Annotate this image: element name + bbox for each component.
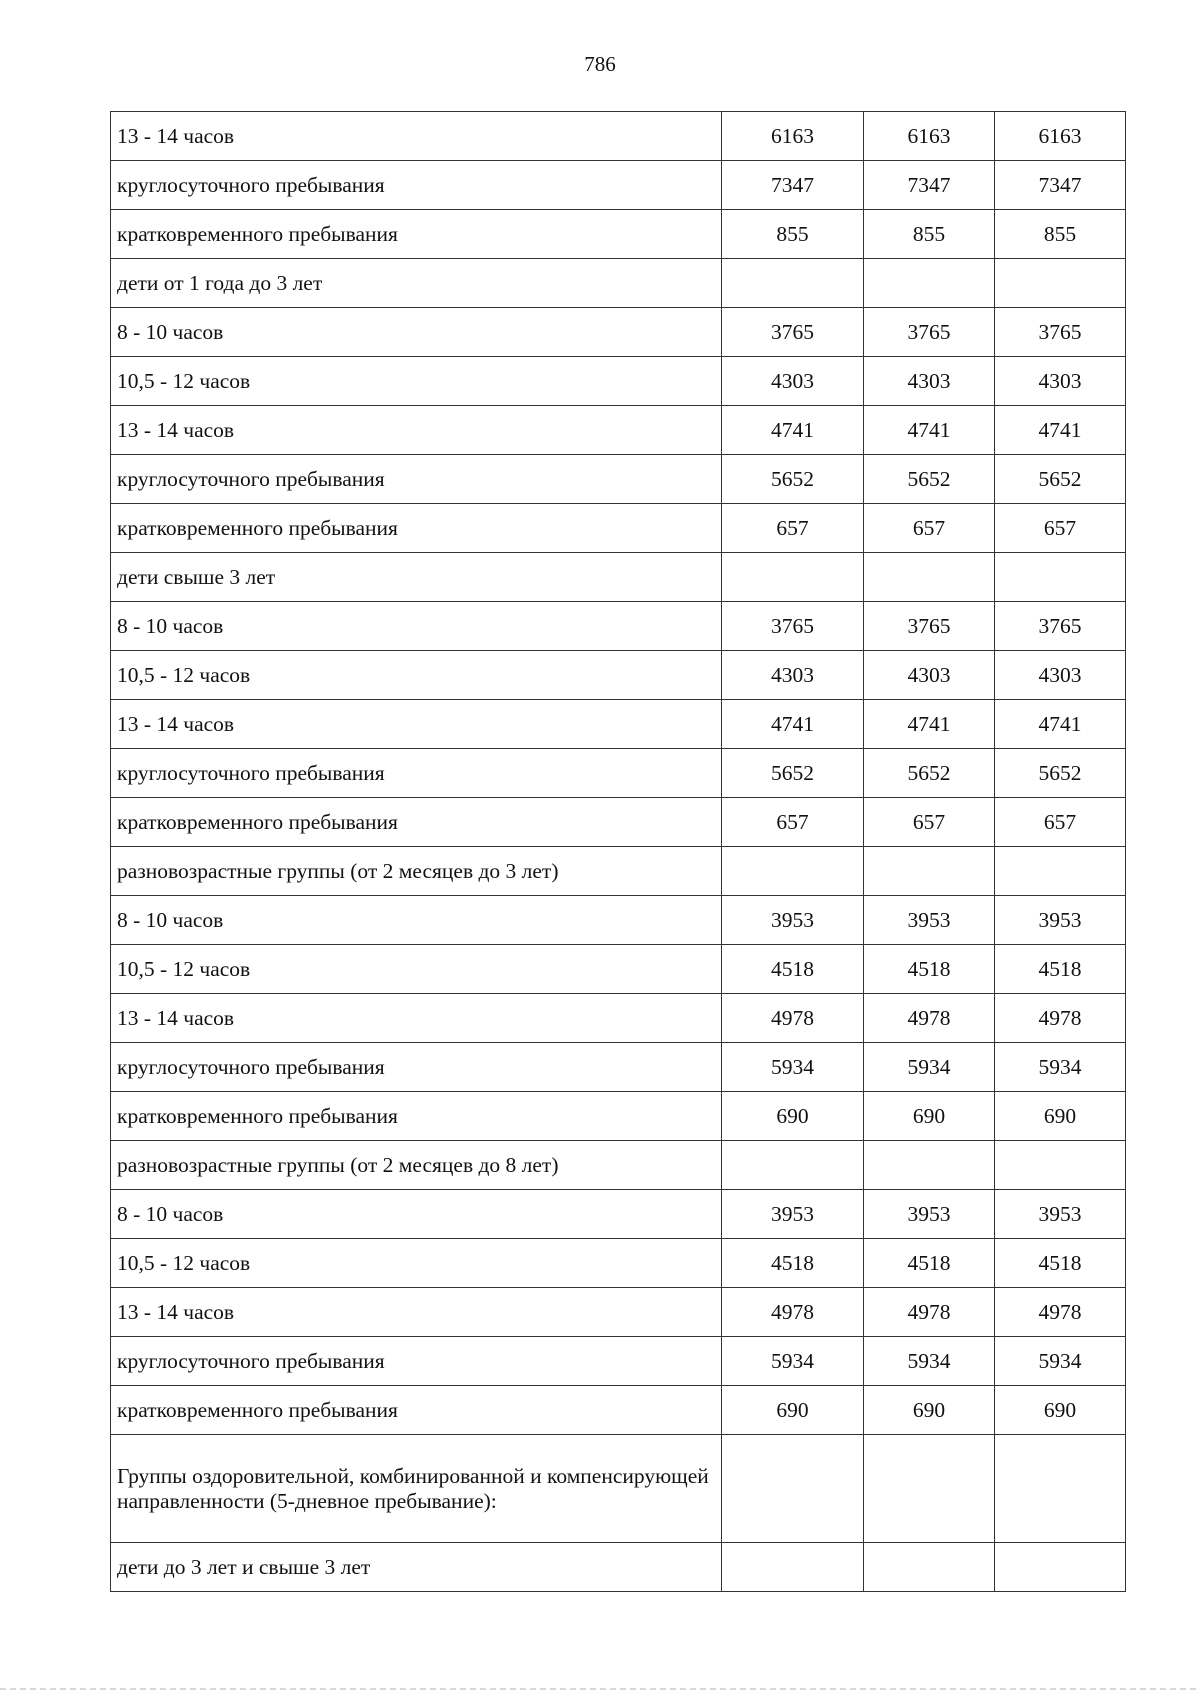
value-cell: 7347 xyxy=(995,161,1126,210)
value-cell: 4978 xyxy=(722,994,864,1043)
row-label: 13 - 14 часов xyxy=(111,112,722,161)
value-cell: 5652 xyxy=(995,455,1126,504)
value-cell: 4741 xyxy=(722,700,864,749)
value-cell: 6163 xyxy=(722,112,864,161)
tariff-table xyxy=(110,111,1126,1592)
value-cell: 3765 xyxy=(995,308,1126,357)
section-label: разновозрастные группы (от 2 месяцев до 3 лет) xyxy=(111,847,722,896)
value-cell: 3765 xyxy=(722,602,864,651)
value-cell: 657 xyxy=(722,798,864,847)
value-cell: 690 xyxy=(864,1386,995,1435)
value-cell: 4518 xyxy=(864,1239,995,1288)
row-label: 10,5 - 12 часов xyxy=(111,1239,722,1288)
row-label: кратковременного пребывания xyxy=(111,1092,722,1141)
value-cell: 855 xyxy=(864,210,995,259)
section-label: дети от 1 года до 3 лет xyxy=(111,259,722,308)
value-cell: 4518 xyxy=(995,945,1126,994)
value-cell xyxy=(864,1435,995,1543)
row-label: 13 - 14 часов xyxy=(111,406,722,455)
value-cell: 855 xyxy=(722,210,864,259)
value-cell: 4741 xyxy=(995,406,1126,455)
value-cell: 5934 xyxy=(864,1337,995,1386)
value-cell: 4303 xyxy=(995,651,1126,700)
table-row xyxy=(111,308,1126,357)
value-cell: 855 xyxy=(995,210,1126,259)
value-cell: 3765 xyxy=(864,308,995,357)
row-label: 13 - 14 часов xyxy=(111,994,722,1043)
row-label: 10,5 - 12 часов xyxy=(111,945,722,994)
table-row xyxy=(111,357,1126,406)
value-cell: 5652 xyxy=(722,749,864,798)
value-cell: 3953 xyxy=(722,1190,864,1239)
value-cell: 4978 xyxy=(722,1288,864,1337)
table-row xyxy=(111,1043,1126,1092)
row-label: 10,5 - 12 часов xyxy=(111,357,722,406)
value-cell: 5934 xyxy=(722,1337,864,1386)
value-cell xyxy=(864,553,995,602)
table-row xyxy=(111,651,1126,700)
value-cell: 4518 xyxy=(864,945,995,994)
value-cell: 3765 xyxy=(864,602,995,651)
value-cell: 5652 xyxy=(864,749,995,798)
value-cell: 4978 xyxy=(995,994,1126,1043)
table-row xyxy=(111,749,1126,798)
scan-edge-divider xyxy=(0,1688,1200,1690)
value-cell: 4978 xyxy=(864,1288,995,1337)
value-cell: 5934 xyxy=(995,1043,1126,1092)
value-cell: 4741 xyxy=(864,700,995,749)
value-cell: 4303 xyxy=(995,357,1126,406)
value-cell: 5934 xyxy=(722,1043,864,1092)
row-label: 8 - 10 часов xyxy=(111,602,722,651)
value-cell: 3953 xyxy=(995,1190,1126,1239)
value-cell xyxy=(864,259,995,308)
value-cell: 6163 xyxy=(864,112,995,161)
value-cell xyxy=(995,1141,1126,1190)
table-row xyxy=(111,896,1126,945)
value-cell: 690 xyxy=(864,1092,995,1141)
value-cell: 4303 xyxy=(864,357,995,406)
value-cell: 657 xyxy=(995,504,1126,553)
section-row xyxy=(111,1141,1126,1190)
row-label: 13 - 14 часов xyxy=(111,1288,722,1337)
value-cell: 3953 xyxy=(995,896,1126,945)
value-cell: 3765 xyxy=(722,308,864,357)
value-cell xyxy=(864,1141,995,1190)
value-cell: 4741 xyxy=(995,700,1126,749)
value-cell xyxy=(722,553,864,602)
value-cell: 7347 xyxy=(864,161,995,210)
value-cell: 690 xyxy=(722,1092,864,1141)
section-row xyxy=(111,553,1126,602)
value-cell xyxy=(722,1435,864,1543)
value-cell: 4303 xyxy=(864,651,995,700)
value-cell: 4303 xyxy=(722,651,864,700)
row-label: круглосуточного пребывания xyxy=(111,161,722,210)
value-cell: 690 xyxy=(995,1092,1126,1141)
value-cell: 6163 xyxy=(995,112,1126,161)
row-label: кратковременного пребывания xyxy=(111,798,722,847)
table-row xyxy=(111,504,1126,553)
table-row xyxy=(111,1092,1126,1141)
value-cell: 3953 xyxy=(722,896,864,945)
table-row xyxy=(111,1288,1126,1337)
value-cell xyxy=(864,1543,995,1592)
row-label: 8 - 10 часов xyxy=(111,1190,722,1239)
row-label: круглосуточного пребывания xyxy=(111,1337,722,1386)
table-row xyxy=(111,700,1126,749)
table-row xyxy=(111,161,1126,210)
table-row xyxy=(111,1190,1126,1239)
table-row xyxy=(111,406,1126,455)
value-cell: 5652 xyxy=(722,455,864,504)
table-row xyxy=(111,210,1126,259)
table-row xyxy=(111,798,1126,847)
table-row xyxy=(111,1386,1126,1435)
value-cell: 657 xyxy=(722,504,864,553)
table-row xyxy=(111,945,1126,994)
value-cell xyxy=(722,1543,864,1592)
value-cell: 4303 xyxy=(722,357,864,406)
section-label: Группы оздоровительной, комбинированной и компенсирующей направленности (5-дневное пребывание): xyxy=(111,1435,722,1543)
value-cell: 7347 xyxy=(722,161,864,210)
value-cell: 4978 xyxy=(864,994,995,1043)
row-label: 10,5 - 12 часов xyxy=(111,651,722,700)
value-cell: 4741 xyxy=(722,406,864,455)
value-cell xyxy=(864,847,995,896)
table-row xyxy=(111,602,1126,651)
section-label: дети до 3 лет и свыше 3 лет xyxy=(111,1543,722,1592)
value-cell xyxy=(995,1435,1126,1543)
value-cell: 3953 xyxy=(864,896,995,945)
value-cell: 3953 xyxy=(864,1190,995,1239)
value-cell: 4518 xyxy=(722,1239,864,1288)
row-label: кратковременного пребывания xyxy=(111,504,722,553)
row-label: круглосуточного пребывания xyxy=(111,455,722,504)
value-cell: 657 xyxy=(995,798,1126,847)
section-row xyxy=(111,1435,1126,1543)
value-cell: 690 xyxy=(995,1386,1126,1435)
value-cell: 690 xyxy=(722,1386,864,1435)
value-cell xyxy=(995,847,1126,896)
row-label: кратковременного пребывания xyxy=(111,210,722,259)
value-cell: 4978 xyxy=(995,1288,1126,1337)
section-row xyxy=(111,847,1126,896)
value-cell: 5652 xyxy=(995,749,1126,798)
table-row xyxy=(111,994,1126,1043)
value-cell: 657 xyxy=(864,798,995,847)
value-cell xyxy=(995,1543,1126,1592)
value-cell: 5934 xyxy=(995,1337,1126,1386)
value-cell: 657 xyxy=(864,504,995,553)
page-number: 786 xyxy=(584,52,616,76)
value-cell: 3765 xyxy=(995,602,1126,651)
value-cell xyxy=(722,847,864,896)
value-cell: 5652 xyxy=(864,455,995,504)
row-label: 8 - 10 часов xyxy=(111,308,722,357)
value-cell: 4518 xyxy=(722,945,864,994)
table-row xyxy=(111,112,1126,161)
table-row xyxy=(111,1239,1126,1288)
row-label: 13 - 14 часов xyxy=(111,700,722,749)
table-row xyxy=(111,455,1126,504)
tariff-table-body xyxy=(111,112,1126,1592)
row-label: кратковременного пребывания xyxy=(111,1386,722,1435)
section-label: дети свыше 3 лет xyxy=(111,553,722,602)
value-cell xyxy=(995,553,1126,602)
value-cell: 5934 xyxy=(864,1043,995,1092)
value-cell xyxy=(995,259,1126,308)
value-cell xyxy=(722,259,864,308)
row-label: круглосуточного пребывания xyxy=(111,1043,722,1092)
row-label: круглосуточного пребывания xyxy=(111,749,722,798)
value-cell: 4518 xyxy=(995,1239,1126,1288)
value-cell: 4741 xyxy=(864,406,995,455)
row-label: 8 - 10 часов xyxy=(111,896,722,945)
section-row xyxy=(111,1543,1126,1592)
section-label: разновозрастные группы (от 2 месяцев до 8 лет) xyxy=(111,1141,722,1190)
section-row xyxy=(111,259,1126,308)
table-row xyxy=(111,1337,1126,1386)
value-cell xyxy=(722,1141,864,1190)
